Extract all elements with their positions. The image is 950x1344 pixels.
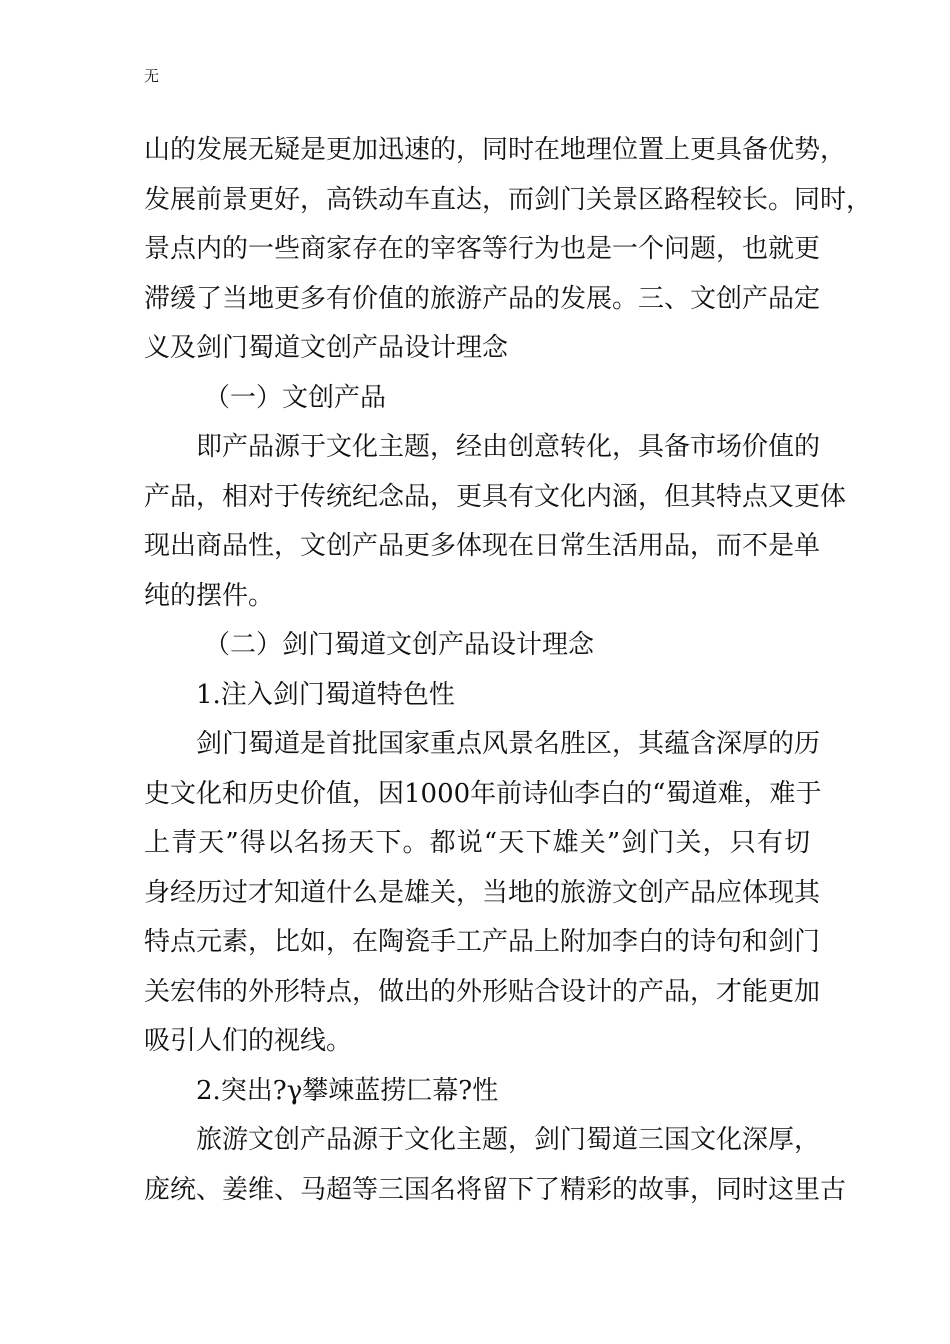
paragraph-line: 吸引人们的视线。 bbox=[144, 1026, 353, 1056]
section-heading: （二）剑门蜀道文创产品设计理念 bbox=[204, 630, 595, 660]
paragraph-line: 即产品源于文化主题，经由创意转化，具备市场价值的 bbox=[196, 432, 821, 462]
paragraph-line: 旅游文创产品源于文化主题，剑门蜀道三国文化深厚， bbox=[196, 1125, 821, 1155]
body-text bbox=[144, 126, 873, 1215]
header-mark: 无 bbox=[144, 67, 160, 85]
paragraph-line: 史文化和历史价值，因1000年前诗仙李白的“蜀道难，难于 bbox=[144, 778, 822, 809]
section-heading: （一）文创产品 bbox=[204, 382, 387, 413]
subsection-heading: 2.突出?γ攀竦蓝捞匚幕?性 bbox=[196, 1075, 499, 1106]
paragraph-line: 关宏伟的外形特点，做出的外形贴合设计的产品，才能更加 bbox=[144, 976, 821, 1007]
paragraph-line: 纯的摆件。 bbox=[144, 580, 275, 611]
paragraph-line: 义及剑门蜀道文创产品设计理念 bbox=[144, 333, 509, 363]
paragraph-line: 特点元素，比如，在陶瓷手工产品上附加李白的诗句和剑门 bbox=[144, 927, 821, 957]
paragraph-line: 剑门蜀道是首批国家重点风景名胜区，其蕴含深厚的历 bbox=[196, 729, 821, 759]
paragraph-line: 发展前景更好，高铁动车直达，而剑门关景区路程较长。同时， bbox=[144, 184, 873, 215]
paragraph-line: 上青天”得以名扬天下。都说“天下雄关”剑门关，只有切 bbox=[144, 828, 810, 858]
paragraph-line: 滞缓了当地更多有价值的旅游产品的发展。三、文创产品定 bbox=[144, 283, 821, 314]
paragraph-line: 现出商品性，文创产品更多体现在日常生活用品，而不是单 bbox=[144, 531, 821, 561]
paragraph-line: 山的发展无疑是更加迅速的，同时在地理位置上更具备优势， bbox=[144, 135, 847, 165]
paragraph-line: 庞统、姜维、马超等三国名将留下了精彩的故事，同时这里古 bbox=[144, 1174, 847, 1205]
subsection-heading: 1.注入剑门蜀道特色性 bbox=[196, 679, 455, 710]
paragraph-line: 产品，相对于传统纪念品，更具有文化内涵，但其特点又更体 bbox=[144, 481, 847, 512]
paragraph-line: 身经历过才知道什么是雄关，当地的旅游文创产品应体现其 bbox=[144, 877, 821, 908]
paragraph-line: 景点内的一些商家存在的宰客等行为也是一个问题，也就更 bbox=[144, 234, 821, 264]
